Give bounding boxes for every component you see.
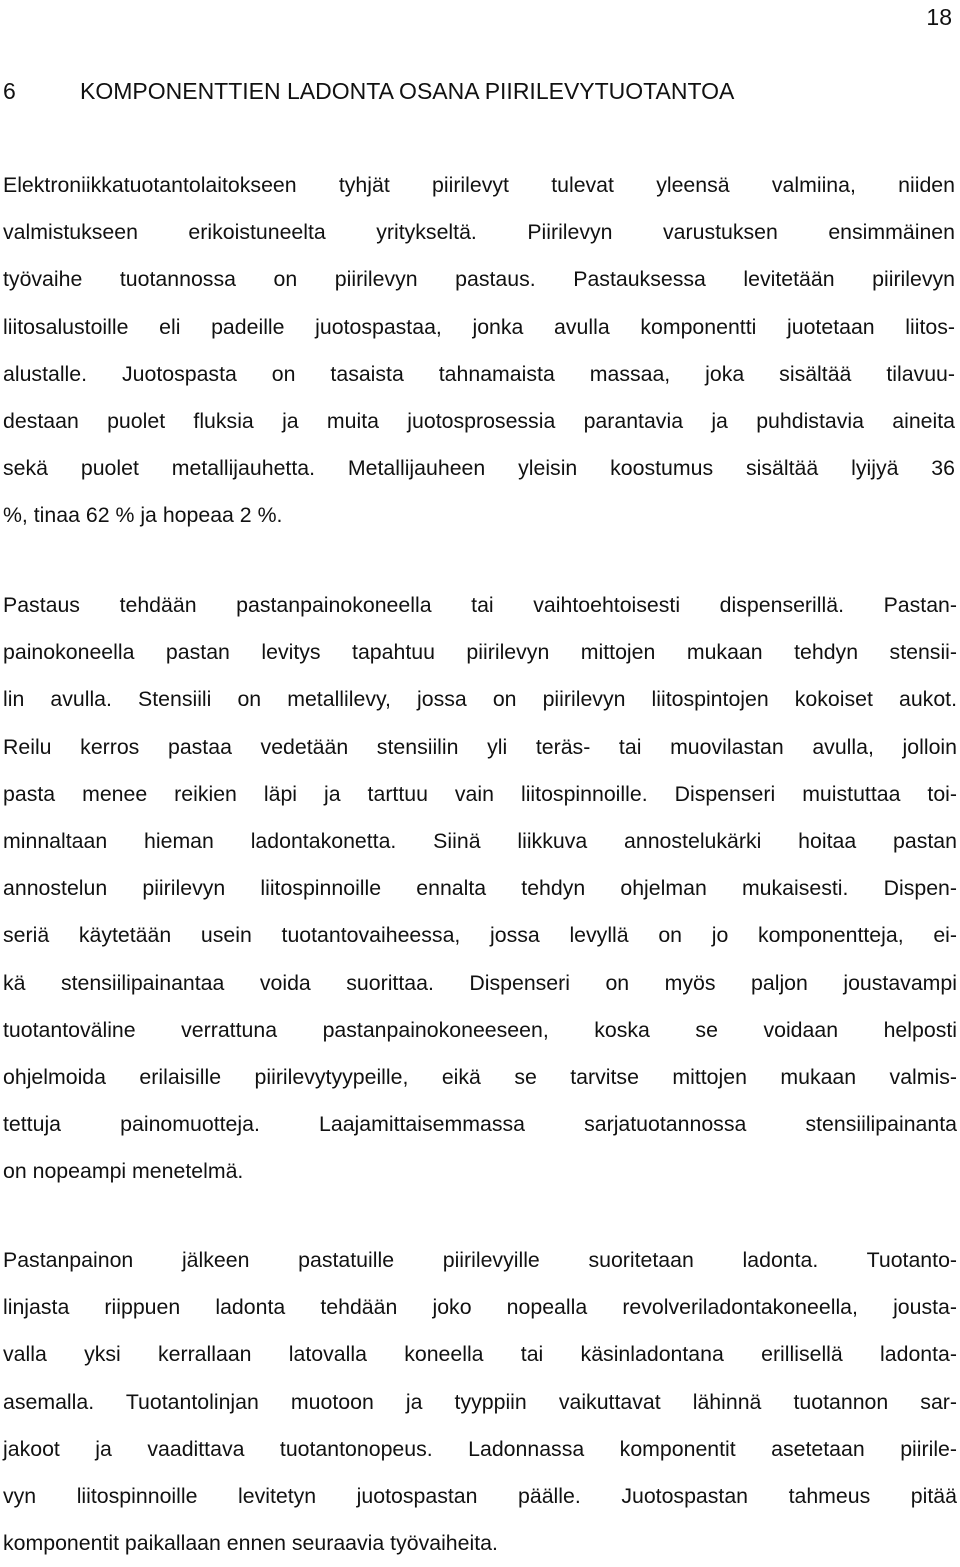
body-paragraph bbox=[3, 1237, 957, 1567]
paragraph-line: Reilu kerros pastaa vedetään stensiilin yli teräs- tai muovilastan avulla, jolloin bbox=[3, 734, 957, 759]
paragraph-line: sekä puolet metallijauhetta. Metallijauheen yleisin koostumus sisältää lyijyä 36 bbox=[3, 456, 955, 481]
paragraph-line: Elektroniikkatuotantolaitokseen tyhjät piirilevyt tulevat yleensä valmiina, niiden bbox=[3, 173, 955, 197]
body-paragraph bbox=[3, 162, 955, 540]
paragraph-line: ohjelmoida erilaisille piirilevytyypeille, eikä se tarvitse mittojen mukaan valmis- bbox=[3, 1064, 957, 1089]
page-number: 18 bbox=[926, 4, 952, 30]
section-heading bbox=[3, 76, 734, 106]
paragraph-line: asemalla. Tuotantolinjan muotoon ja tyyppiin vaikuttavat lähinnä tuotannon sar- bbox=[3, 1389, 957, 1414]
paragraph-line: destaan puolet fluksia ja muita juotosprosessia parantavia ja puhdistavia aineita bbox=[3, 408, 955, 433]
paragraph-line: komponentit paikallaan ennen seuraavia työvaiheita. bbox=[3, 1531, 498, 1556]
paragraph-line: tuotantoväline verrattuna pastanpainokoneeseen, koska se voidaan helposti bbox=[3, 1017, 957, 1042]
paragraph-line: valla yksi kerrallaan latovalla koneella tai käsinladontana erillisellä ladonta- bbox=[3, 1342, 957, 1367]
paragraph-line: liitosalustoille eli padeille juotospastaa, jonka avulla komponentti juotetaan liitos- bbox=[3, 314, 955, 339]
paragraph-line: Pastanpainon jälkeen pastatuille piirilevyille suoritetaan ladonta. Tuotanto- bbox=[3, 1248, 957, 1272]
paragraph-line: pasta menee reikien läpi ja tarttuu vain liitospinnoille. Dispenseri muistuttaa toi- bbox=[3, 781, 957, 806]
paragraph-line: linjasta riippuen ladonta tehdään joko nopealla revolveriladontakoneella, jousta- bbox=[3, 1295, 957, 1320]
paragraph-line: valmistukseen erikoistuneelta yritykseltä. Piirilevyn varustuksen ensimmäinen bbox=[3, 220, 955, 245]
paragraph-line: annostelun piirilevyn liitospinnoille ennalta tehdyn ohjelman mukaisesti. Dispen- bbox=[3, 876, 957, 901]
paragraph-line: on nopeampi menetelmä. bbox=[3, 1159, 244, 1184]
paragraph-line: seriä käytetään usein tuotantovaiheessa, jossa levyllä on jo komponentteja, ei- bbox=[3, 923, 957, 948]
body-paragraph bbox=[3, 582, 957, 1195]
paragraph-line: lin avulla. Stensiili on metallilevy, jossa on piirilevyn liitospintojen kokoiset aukot. bbox=[3, 687, 957, 712]
paragraph-line: painokoneella pastan levitys tapahtuu piirilevyn mittojen mukaan tehdyn stensii- bbox=[3, 640, 957, 665]
section-title: KOMPONENTTIEN LADONTA OSANA PIIRILEVYTUOTANTOA bbox=[80, 78, 735, 104]
paragraph-line: vyn liitospinnoille levitetyn juotospastan päälle. Juotospastan tahmeus pitää bbox=[3, 1483, 957, 1508]
section-number: 6 bbox=[3, 78, 16, 104]
paragraph-line: kä stensiilipainantaa voida suorittaa. Dispenseri on myös paljon joustavampi bbox=[3, 970, 957, 995]
paragraph-line: Pastaus tehdään pastanpainokoneella tai vaihtoehtoisesti dispenserillä. Pastan- bbox=[3, 593, 957, 617]
paragraph-line: minnaltaan hieman ladontakonetta. Siinä liikkuva annostelukärki hoitaa pastan bbox=[3, 828, 957, 853]
paragraph-line: %, tinaa 62 % ja hopeaa 2 %. bbox=[3, 503, 283, 528]
paragraph-line: jakoot ja vaadittava tuotantonopeus. Ladonnassa komponentit asetetaan piirile- bbox=[3, 1436, 957, 1461]
paragraph-line: tettuja painomuotteja. Laajamittaisemmassa sarjatuotannossa stensiilipainanta bbox=[3, 1112, 957, 1137]
paragraph-line: alustalle. Juotospasta on tasaista tahnamaista massaa, joka sisältää tilavuu- bbox=[3, 361, 955, 386]
paragraph-line: työvaihe tuotannossa on piirilevyn pastaus. Pastauksessa levitetään piirilevyn bbox=[3, 267, 955, 292]
